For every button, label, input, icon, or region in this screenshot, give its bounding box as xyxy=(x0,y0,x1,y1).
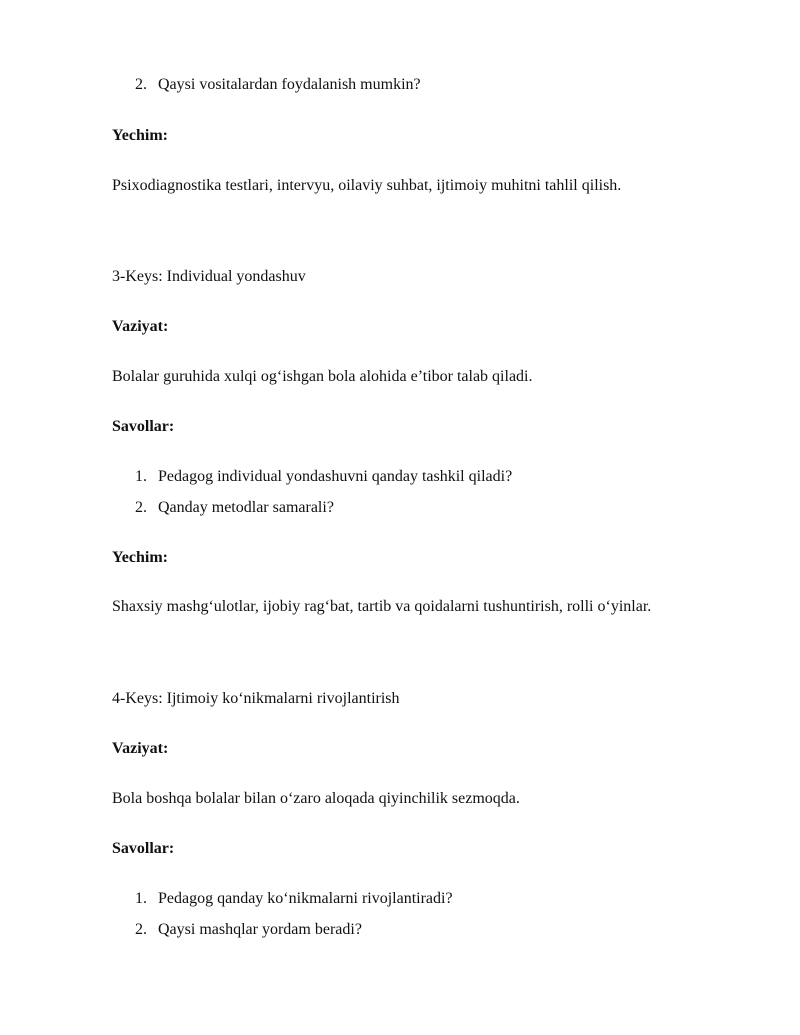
list-item xyxy=(135,467,512,487)
savollar-heading: Savollar: xyxy=(112,840,175,857)
vaziyat-heading: Vaziyat: xyxy=(112,318,169,335)
list-text: Qaysi vositalardan foydalanish mumkin? xyxy=(158,76,421,93)
yechim-heading: Yechim: xyxy=(112,549,168,566)
list-number: 2. xyxy=(135,499,147,516)
list-number: 1. xyxy=(135,468,147,485)
list-number: 1. xyxy=(135,890,147,907)
list-text: Qanday metodlar samarali? xyxy=(158,499,334,516)
list-text: Pedagog qanday ko‘nikmalarni rivojlantiradi? xyxy=(158,890,453,907)
yechim-paragraph: Psixodiagnostika testlari, intervyu, oilaviy suhbat, ijtimoiy muhitni tahlil qilish. xyxy=(112,177,622,194)
vaziyat-heading: Vaziyat: xyxy=(112,740,169,757)
list-item xyxy=(135,920,362,940)
list-item xyxy=(135,498,334,518)
list-item xyxy=(135,75,421,95)
case-title: 3-Keys: Individual yondashuv xyxy=(112,268,306,285)
vaziyat-paragraph: Bola boshqa bolalar bilan o‘zaro aloqada qiyinchilik sezmoqda. xyxy=(112,790,520,807)
yechim-paragraph: Shaxsiy mashg‘ulotlar, ijobiy rag‘bat, tartib va qoidalarni tushuntirish, rolli o‘yinlar. xyxy=(112,598,652,615)
list-text: Qaysi mashqlar yordam beradi? xyxy=(158,921,362,938)
yechim-heading: Yechim: xyxy=(112,127,168,144)
list-number: 2. xyxy=(135,76,147,93)
list-number: 2. xyxy=(135,921,147,938)
case-title: 4-Keys: Ijtimoiy ko‘nikmalarni rivojlantirish xyxy=(112,690,400,707)
vaziyat-paragraph: Bolalar guruhida xulqi og‘ishgan bola alohida e’tibor talab qiladi. xyxy=(112,368,533,385)
savollar-heading: Savollar: xyxy=(112,418,175,435)
list-item xyxy=(135,889,453,909)
list-text: Pedagog individual yondashuvni qanday tashkil qiladi? xyxy=(158,468,513,485)
